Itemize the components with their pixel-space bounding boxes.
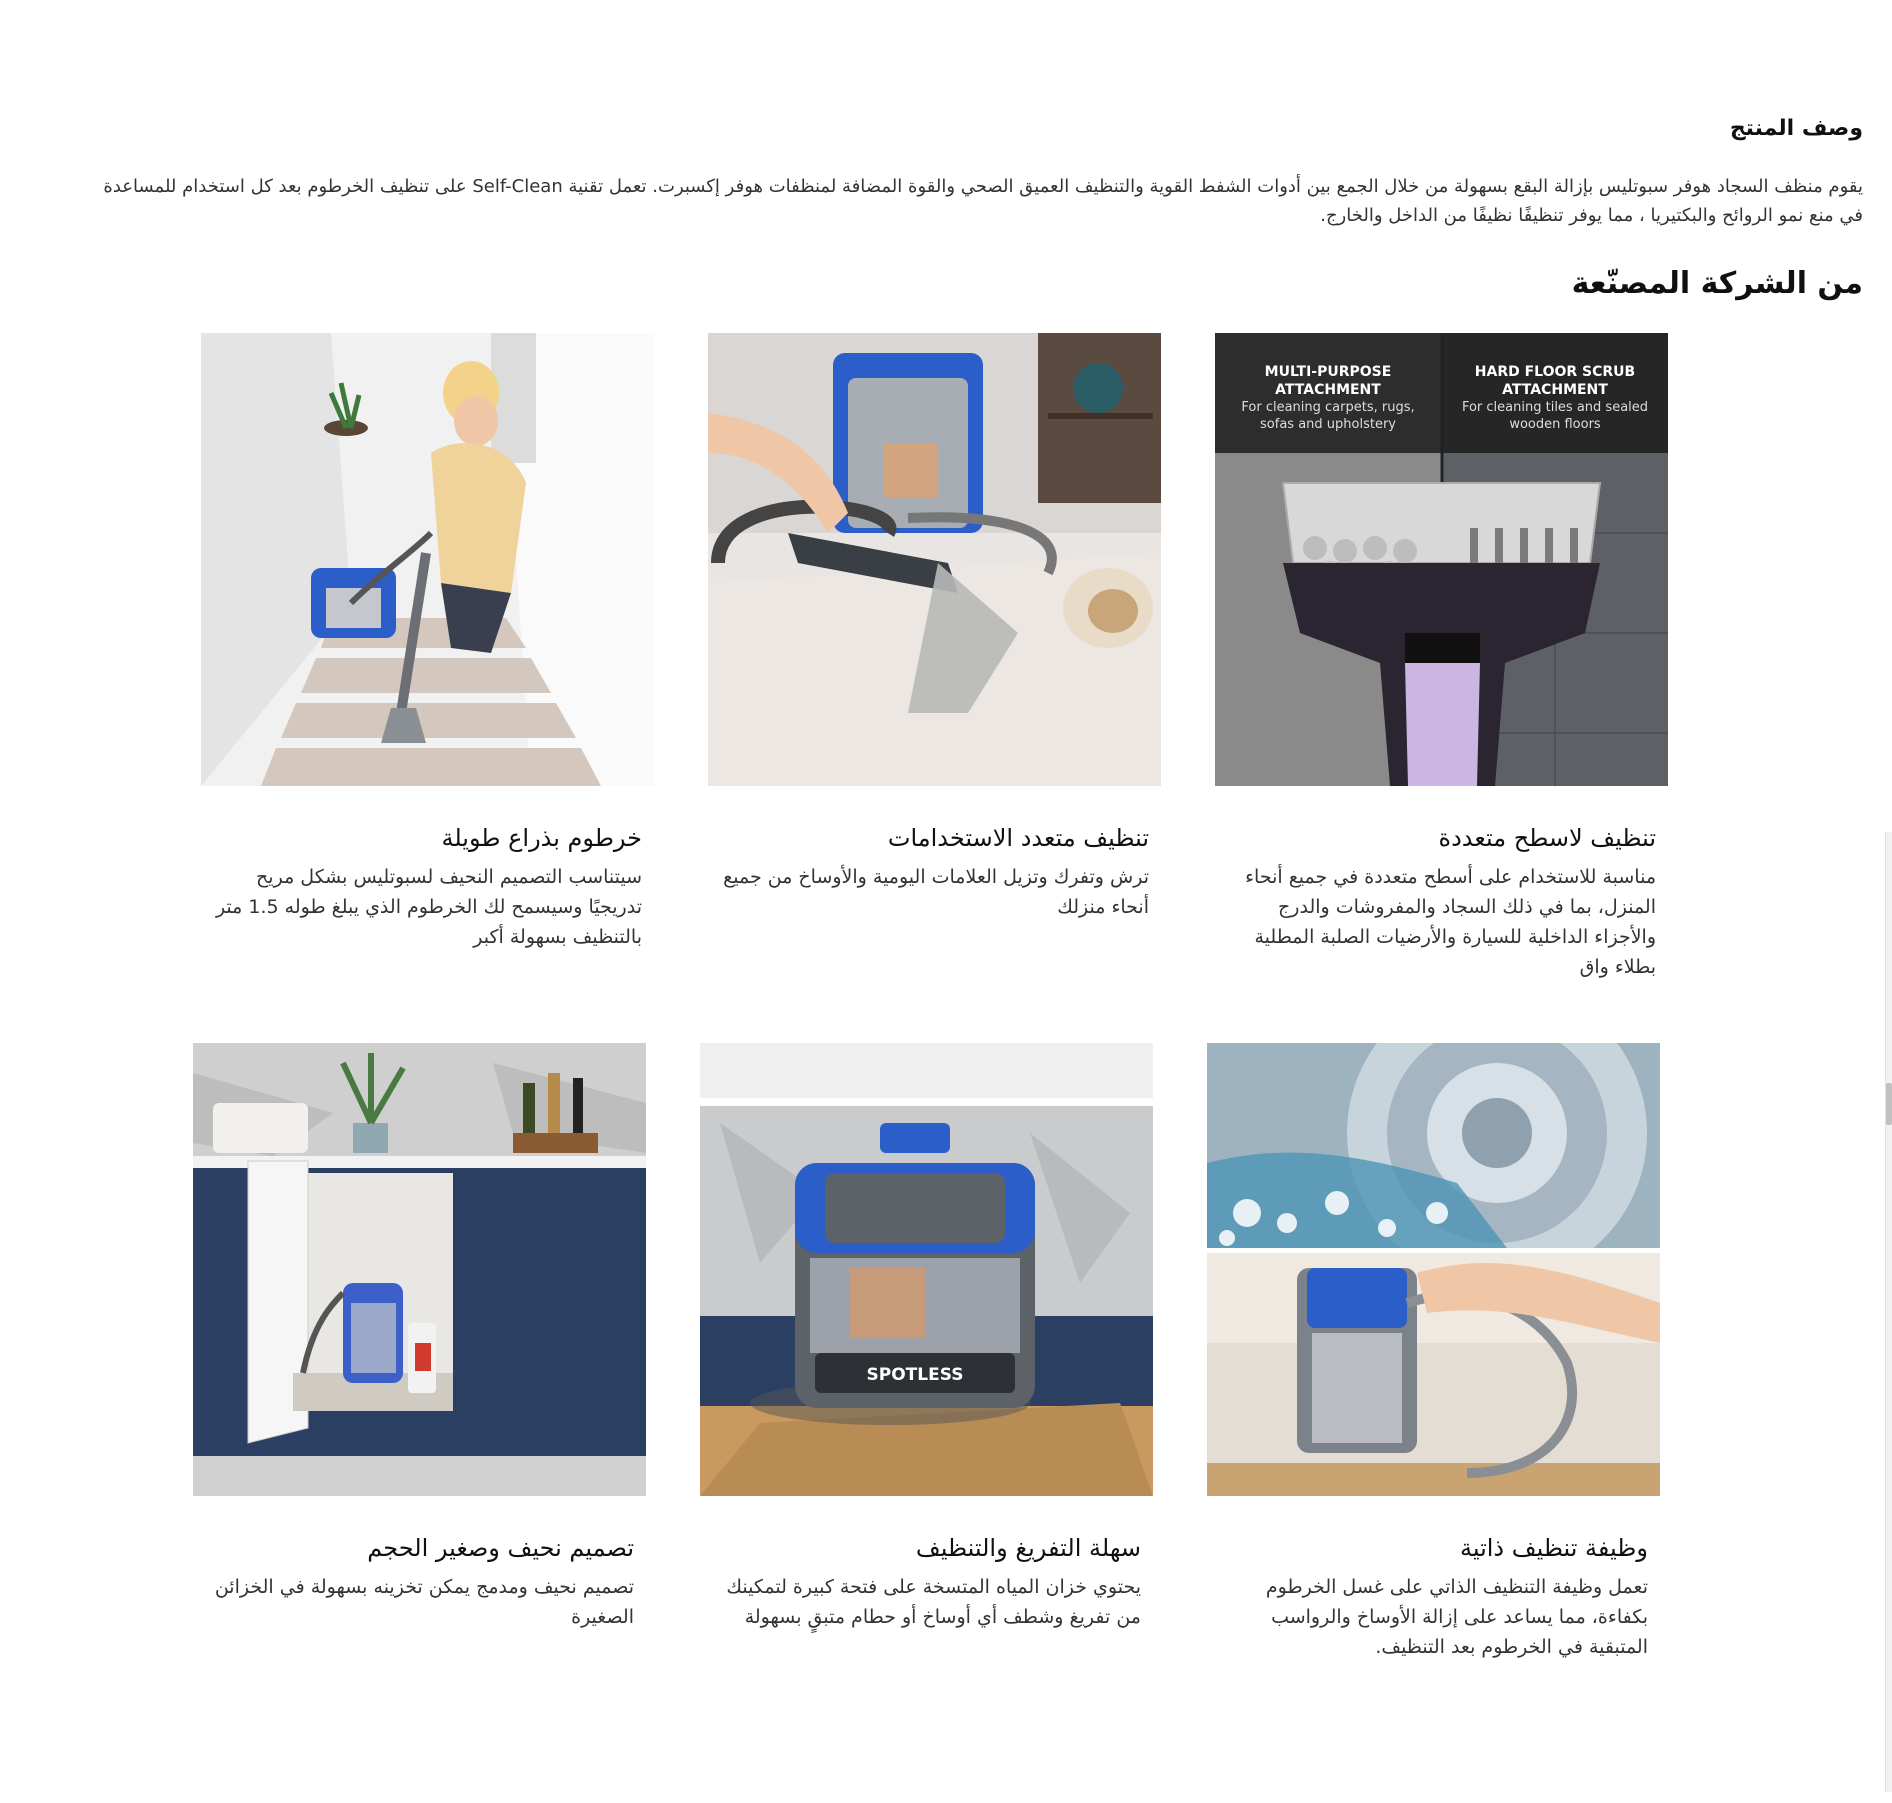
feature-title: تنظيف لاسطح متعددة <box>1438 824 1656 852</box>
multi-purpose-attachment-label: MULTI-PURPOSE ATTACHMENT <box>1264 364 1392 398</box>
feature-tile-versatile <box>708 333 1161 922</box>
product-description-title: وصف المنتج <box>1729 116 1863 141</box>
multi-purpose-attachment-caption: For cleaning carpets, rugs, sofas and upholstery <box>1241 400 1415 432</box>
feature-title: تنظيف متعدد الاستخدامات <box>887 824 1149 852</box>
feature-tile-multi-surface <box>1215 333 1668 982</box>
page-scrollbar[interactable] <box>1885 832 1892 1792</box>
spot-cleaning-image <box>708 333 1161 786</box>
product-description-body: يقوم منظف السجاد هوفر سبوتليس بإزالة البقع بسهولة من خلال الجمع بين أدوات الشفط القوية والتنظيف العميق الصحي والقوة المضافة لمنظفات هوفر إكسبرت. تعمل تقنية Self-Clean على تنظيف الخرطوم بعد كل استخدام للمساعدة في منع نمو الروائح والبكتيريا ، مما يوفر تنظيفًا نظيفًا من الداخل والخارج. <box>103 176 1863 226</box>
feature-title: سهلة التفريغ والتنظيف <box>915 1534 1141 1562</box>
feature-tile-compact <box>193 1043 646 1632</box>
hard-floor-attachment-label: HARD FLOOR SCRUB ATTACHMENT <box>1474 364 1636 398</box>
scrollbar-thumb[interactable] <box>1886 1083 1892 1125</box>
attachments-image <box>1215 333 1668 786</box>
feature-title: تصميم نحيف وصغير الحجم <box>367 1534 634 1562</box>
feature-tile-easy-empty <box>700 1043 1153 1632</box>
compact-storage-image <box>193 1043 646 1496</box>
feature-text: ترش وتفرك وتزيل العلامات اليومية والأوساخ من جميع أنحاء منزلك <box>723 866 1149 918</box>
spotless-logo: SPOTLESS <box>866 1365 964 1385</box>
feature-title: خرطوم بذراع طويلة <box>441 824 642 852</box>
feature-text: يحتوي خزان المياه المتسخة على فتحة كبيرة لتمكينك من تفريغ وشطف أي أوساخ أو حطام متبقٍ بسهولة <box>726 1576 1141 1628</box>
feature-text: تصميم نحيف ومدمج يمكن تخزينه بسهولة في الخزائن الصغيرة <box>214 1576 634 1628</box>
self-cleaning-image <box>1207 1043 1660 1496</box>
stairs-cleaning-image <box>201 333 654 786</box>
from-manufacturer-title: من الشركة المصنّعة <box>1571 266 1863 301</box>
feature-text: مناسبة للاستخدام على أسطح متعددة في جميع أنحاء المنزل، بما في ذلك السجاد والمفروشات والدرج والأجزاء الداخلية للسيارة والأرضيات الصلبة المطلية بطلاء واق <box>1245 866 1656 978</box>
spotless-machine-image <box>700 1043 1153 1496</box>
feature-text: تعمل وظيفة التنظيف الذاتي على غسل الخرطوم بكفاءة، مما يساعد على إزالة الأوساخ والرواسب المتبقية في الخرطوم بعد التنظيف. <box>1265 1576 1648 1658</box>
feature-text: سيتناسب التصميم النحيف لسبوتليس بشكل مريح تدريجيًا وسيسمح لك الخرطوم الذي يبلغ طوله 1.5 متر بالتنظيف بسهولة أكبر <box>215 866 642 948</box>
feature-tile-self-cleaning <box>1207 1043 1660 1662</box>
feature-title: وظيفة تنظيف ذاتية <box>1459 1534 1648 1562</box>
hard-floor-attachment-caption: For cleaning tiles and sealed wooden floors <box>1461 400 1649 432</box>
feature-tile-long-hose <box>201 333 654 952</box>
